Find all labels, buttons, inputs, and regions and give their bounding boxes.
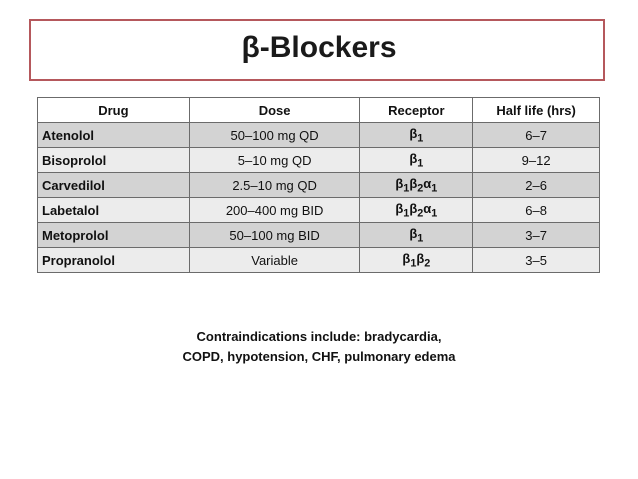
table-row bbox=[38, 198, 600, 223]
cell-dose: 50–100 mg QD bbox=[189, 123, 360, 148]
cell-drug: Propranolol bbox=[38, 248, 190, 273]
slide-title: β-Blockers bbox=[241, 31, 397, 64]
cell-dose: 50–100 mg BID bbox=[189, 223, 360, 248]
cell-half-life: 6–8 bbox=[473, 198, 600, 223]
table-row bbox=[38, 248, 600, 273]
cell-dose: 5–10 mg QD bbox=[189, 148, 360, 173]
cell-dose: 200–400 mg BID bbox=[189, 198, 360, 223]
header-drug: Drug bbox=[38, 98, 190, 123]
table-row bbox=[38, 123, 600, 148]
cell-drug: Atenolol bbox=[38, 123, 190, 148]
cell-drug: Bisoprolol bbox=[38, 148, 190, 173]
table-row bbox=[38, 148, 600, 173]
cell-half-life: 3–7 bbox=[473, 223, 600, 248]
cell-dose: 2.5–10 mg QD bbox=[189, 173, 360, 198]
cell-receptor: $\beta_1$ bbox=[360, 148, 473, 173]
contraindications-line-1: Contraindications include: bradycardia, bbox=[196, 329, 442, 344]
cell-dose: Variable bbox=[189, 248, 360, 273]
cell-drug: Carvedilol bbox=[38, 173, 190, 198]
table-header-row bbox=[38, 98, 600, 123]
contraindications-note bbox=[0, 327, 638, 367]
header-receptor: Receptor bbox=[360, 98, 473, 123]
cell-receptor: $\beta_1$ bbox=[360, 123, 473, 148]
cell-half-life: 3–5 bbox=[473, 248, 600, 273]
cell-drug: Labetalol bbox=[38, 198, 190, 223]
table-row bbox=[38, 173, 600, 198]
cell-receptor: $\beta_1$ bbox=[360, 223, 473, 248]
header-half-life: Half life (hrs) bbox=[473, 98, 600, 123]
table-row bbox=[38, 223, 600, 248]
cell-half-life: 9–12 bbox=[473, 148, 600, 173]
cell-half-life: 6–7 bbox=[473, 123, 600, 148]
cell-half-life: 2–6 bbox=[473, 173, 600, 198]
contraindications-line-2: COPD, hypotension, CHF, pulmonary edema bbox=[182, 349, 456, 364]
header-dose: Dose bbox=[189, 98, 360, 123]
cell-receptor: $\beta_1\beta_2\alpha_1$ bbox=[360, 173, 473, 198]
cell-receptor: $\beta_1\beta_2\alpha_1$ bbox=[360, 198, 473, 223]
drug-table bbox=[37, 97, 600, 273]
cell-receptor: $\beta_1\beta_2$ bbox=[360, 248, 473, 273]
cell-drug: Metoprolol bbox=[38, 223, 190, 248]
